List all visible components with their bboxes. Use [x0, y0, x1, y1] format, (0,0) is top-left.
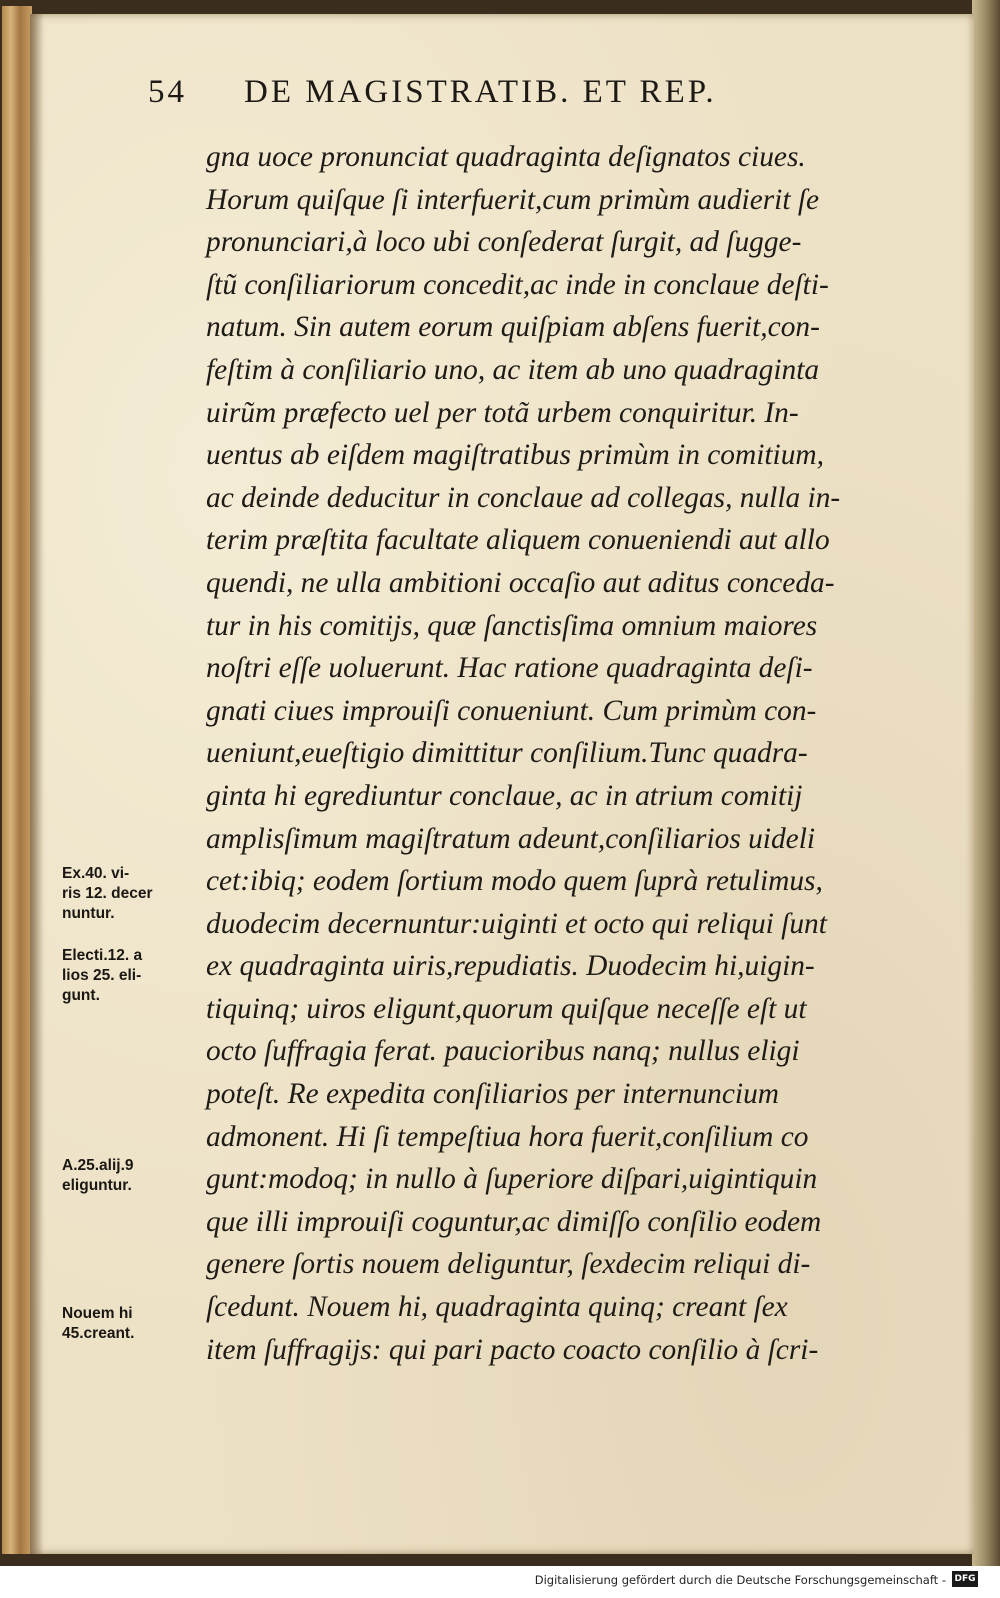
- marginal-note: [62, 1156, 134, 1196]
- text-line: ſtũ conſiliariorum concedit,ac inde in conclaue deſti-: [206, 268, 829, 301]
- footer-bar: [0, 1566, 1000, 1598]
- text-line: gnati ciues improuiſi conueniunt. Cum primùm con-: [206, 694, 817, 727]
- marginal-note: [62, 1304, 134, 1344]
- text-line: ueniunt,eueſtigio dimittitur conſilium.Tunc quadra-: [206, 737, 808, 770]
- text-line: noſtri eſſe uoluerunt. Hac ratione quadraginta deſi-: [206, 652, 813, 685]
- text-line: item ſuffragijs: qui pari pacto coacto conſilio à ſcri-: [206, 1333, 819, 1366]
- page-fore-edge: [972, 0, 1000, 1566]
- text-line: octo ſuffragia ferat. paucioribus nanq; nullus eligi: [206, 1035, 800, 1068]
- marginal-note-line: Electi.12. a: [62, 947, 143, 964]
- dfg-logo: DFG: [952, 1571, 978, 1587]
- marginal-note-line: nuntur.: [62, 905, 115, 922]
- text-line: terim præſtita facultate aliquem conueniendi aut allo: [206, 524, 830, 557]
- text-line: uirũm præfecto uel per totã urbem conquiritur. In-: [206, 396, 799, 429]
- text-line: ſcedunt. Nouem hi, quadraginta quinq; creant ſex: [206, 1291, 788, 1324]
- text-line: gunt:modoq; in nullo à ſuperiore diſpari,uigintiquin: [206, 1163, 818, 1196]
- marginal-note-line: 45.creant.: [62, 1325, 135, 1342]
- marginal-note-line: eliguntur.: [62, 1177, 132, 1194]
- marginal-note: [62, 946, 142, 1006]
- page-header: [148, 74, 908, 124]
- text-line: ginta hi egrediuntur conclaue, ac in atrium comitij: [206, 779, 803, 812]
- text-line: uentus ab eiſdem magiſtratibus primùm in comitium,: [206, 439, 824, 472]
- text-line: cet:ibiq; eodem ſortium modo quem ſuprà retulimus,: [206, 865, 823, 898]
- text-line: tiquinq; uiros eligunt,quorum quiſque neceſſe eſt ut: [206, 992, 807, 1025]
- marginal-note-line: Ex.40. vi-: [62, 865, 130, 882]
- text-line: poteſt. Re expedita conſiliarios per internuncium: [206, 1078, 780, 1111]
- marginal-note-line: lios 25. eli-: [62, 967, 142, 984]
- gutter-shadow: [30, 14, 44, 1554]
- text-line: duodecim decernuntur:uiginti et octo qui reliqui ſunt: [206, 907, 827, 940]
- marginal-note-line: Nouem hi: [62, 1305, 133, 1322]
- text-line: gna uoce pronunciat quadraginta deſignatos ciues.: [206, 141, 806, 173]
- text-line: Horum quiſque ſi interfuerit,cum primùm audierit ſe: [206, 183, 820, 216]
- text-line: natum. Sin autem eorum quiſpiam abſens fuerit,con-: [206, 311, 820, 344]
- text-line: que illi improuiſi coguntur,ac dimiſſo conſilio eodem: [206, 1205, 822, 1238]
- main-text-block: [206, 136, 936, 1371]
- text-line: ac deinde deducitur in conclaue ad collegas, nulla in-: [206, 481, 841, 514]
- text-line: amplisſimum magiſtratum adeunt,conſiliarios uideli: [206, 822, 816, 855]
- marginal-note: [62, 864, 152, 924]
- text-line: genere ſortis nouem deliguntur, ſexdecim reliqui di-: [206, 1248, 811, 1281]
- marginal-note-line: A.25.alij.9: [62, 1157, 134, 1174]
- running-head: DE MAGISTRATIB. ET REP.: [244, 74, 717, 110]
- page-number: 54: [148, 74, 187, 110]
- marginal-note-line: ris 12. decer: [62, 885, 153, 902]
- text-line: quendi, ne ulla ambitioni occaſio aut aditus conceda-: [206, 566, 835, 599]
- funding-credit: Digitalisierung gefördert durch die Deutsche Forschungsgemeinschaft -: [534, 1573, 946, 1587]
- text-line: pronunciari,à loco ubi conſederat ſurgit, ad ſugge-: [206, 226, 802, 259]
- text-line: tur in his comitijs, quæ ſanctisſima omnium maiores: [206, 609, 818, 642]
- text-line: admonent. Hi ſi tempeſtiua hora fuerit,conſilium co: [206, 1120, 809, 1153]
- text-line: ex quadraginta uiris,repudiatis. Duodecim hi,uigin-: [206, 950, 815, 983]
- text-line: feſtim à conſiliario uno, ac item ab uno quadraginta: [206, 353, 820, 386]
- marginal-note-line: gunt.: [62, 987, 100, 1004]
- book-spine-edge: [2, 6, 32, 1554]
